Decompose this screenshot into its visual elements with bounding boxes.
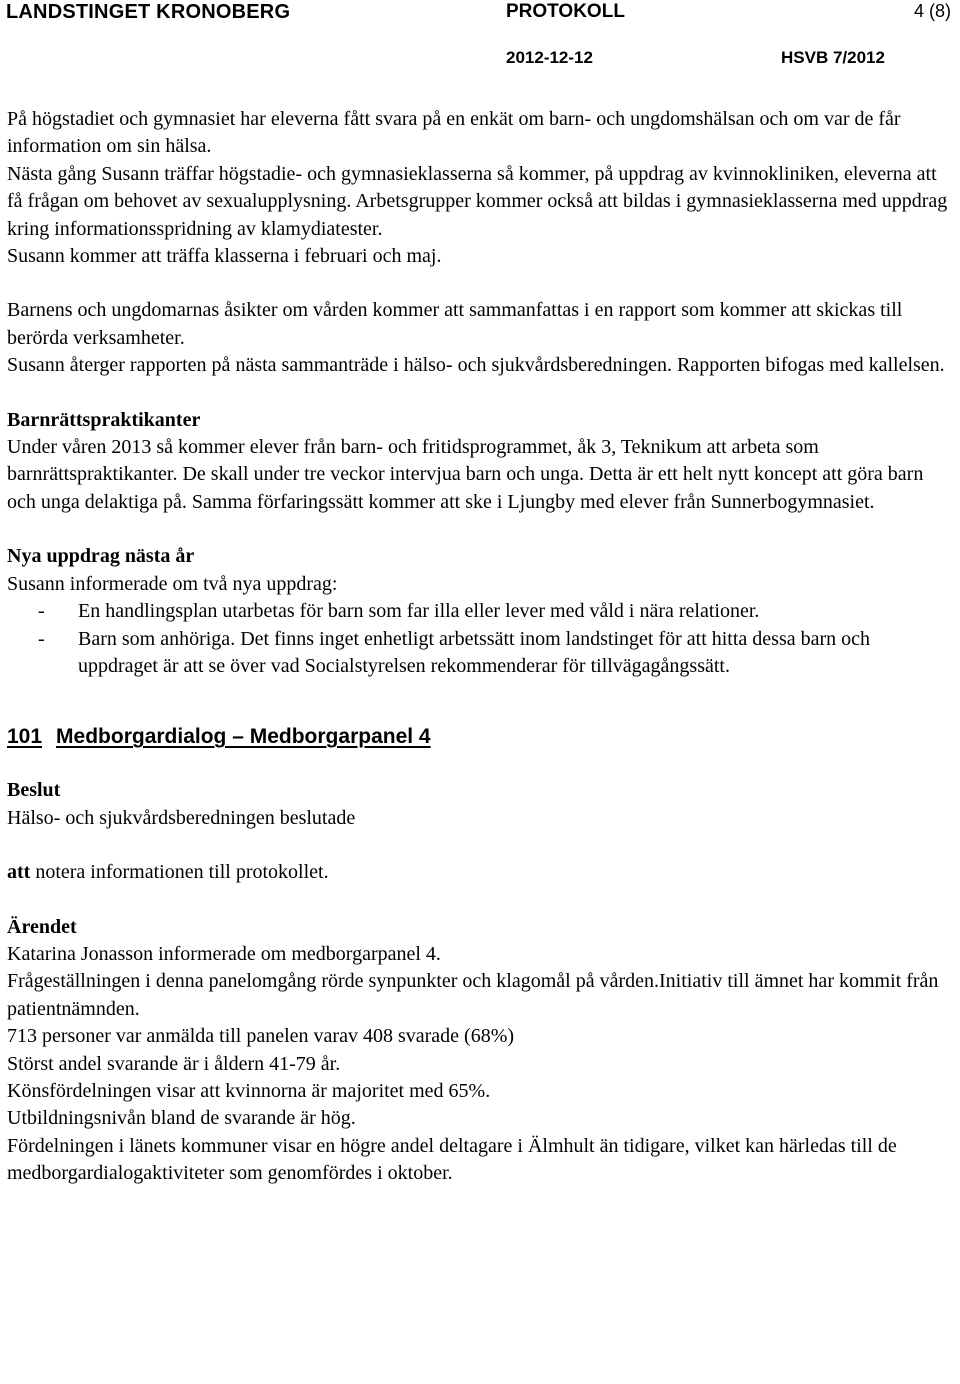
arendet-line: Frågeställningen i denna panelomgång rörde synpunkter och klagomål på vården.Initiativ till ämnet har kommit från patientnämnden. <box>7 970 939 1020</box>
paragraph-report: Barnens och ungdomarnas åsikter om vården kommer att sammanfattas i en rapport som kommer att skickas till berörda verksamheter. <box>7 299 903 349</box>
document-body <box>7 106 952 1188</box>
paragraph-barnratt: Under våren 2013 så kommer elever från barn- och fritidsprogrammet, åk 3, Teknikum att arbeta som barnrättspraktikanter. De skall under tre veckor intervjua barn och unga. Detta är ett helt nytt koncept att göra barn och unga delaktiga på. Samma förfaringssätt kommer att ske i Ljungby med elever från Sunnerbogymnasiet. <box>7 436 924 513</box>
list-dash: - <box>38 600 45 623</box>
paragraph-visits: Susann kommer att träffa klasserna i februari och maj. <box>7 245 442 268</box>
organization-name: LANDSTINGET KRONOBERG <box>6 1 291 23</box>
att-word: att <box>7 861 31 884</box>
heading-arendet: Ärendet <box>7 915 77 938</box>
beslut-att-clause <box>7 859 952 886</box>
arendet-line: Könsfördelningen visar att kvinnorna är majoritet med 65%. <box>7 1079 491 1102</box>
arendet-line: Utbildningsnivån bland de svarande är hög. <box>7 1107 356 1130</box>
att-text: notera informationen till protokollet. <box>30 861 329 884</box>
heading-beslut: Beslut <box>7 779 61 802</box>
list-dash: - <box>38 627 45 650</box>
paragraph-next-meeting: Nästa gång Susann träffar högstadie- och gymnasieklasserna så kommer, på uppdrag av kvinnokliniken, eleverna att få frågan om behovet av sexualupplysning. Arbetsgrupper kommer också att bildas i gymnasieklasserna med uppdrag kring informationsspridning av klamydiatester. <box>7 162 948 240</box>
heading-barnratt: Barnrättspraktikanter <box>7 408 201 431</box>
arendet-line: Katarina Jonasson informerade om medborgarpanel 4. <box>7 942 441 965</box>
nya-uppdrag-intro: Susann informerade om två nya uppdrag: <box>7 572 338 595</box>
beslut-text: Hälso- och sjukvårdsberedningen beslutade <box>7 806 356 829</box>
document-date: 2012-12-12 <box>506 48 593 67</box>
arendet-line: Störst andel svarande är i åldern 41-79 år. <box>7 1052 341 1075</box>
list-item-text: En handlingsplan utarbetas för barn som far illa eller lever med våld i nära relationer. <box>78 600 760 623</box>
arendet-line: 713 personer var anmälda till panelen varav 408 svarade (68%) <box>7 1025 515 1048</box>
heading-nya-uppdrag: Nya uppdrag nästa år <box>7 545 195 568</box>
paragraph-report-followup: Susann återger rapporten på nästa sammanträde i hälso- och sjukvårdsberedningen. Rapporten bifogas med kallelsen. <box>7 354 945 377</box>
document-reference: HSVB 7/2012 <box>781 48 885 67</box>
section-number: 101 <box>7 725 43 749</box>
paragraph-enkat: På högstadiet och gymnasiet har eleverna fått svara på en enkät om barn- och ungdomshälsan och om var de får information om sin hälsa. <box>7 108 901 158</box>
section-title: Medborgardialog – Medborgarpanel 4 <box>56 725 431 749</box>
document-type: PROTOKOLL <box>506 1 625 22</box>
page-number: 4 (8) <box>913 1 951 21</box>
section-heading <box>7 723 952 750</box>
list-item-text: Barn som anhöriga. Det finns inget enhetligt arbetssätt inom landstinget för att hitta dessa barn och uppdraget är att se över vad Socialstyrelsen rekommenderar för tillvägagångssätt. <box>78 627 871 677</box>
list-item <box>7 626 952 681</box>
arendet-line: Fördelningen i länets kommuner visar en högre andel deltagare i Älmhult än tidigare, vilket kan härledas till de medborgardialogaktiviteter som genomfördes i oktober. <box>7 1134 897 1185</box>
list-item <box>7 598 952 625</box>
nya-uppdrag-list <box>7 598 952 680</box>
page-header <box>0 0 960 80</box>
